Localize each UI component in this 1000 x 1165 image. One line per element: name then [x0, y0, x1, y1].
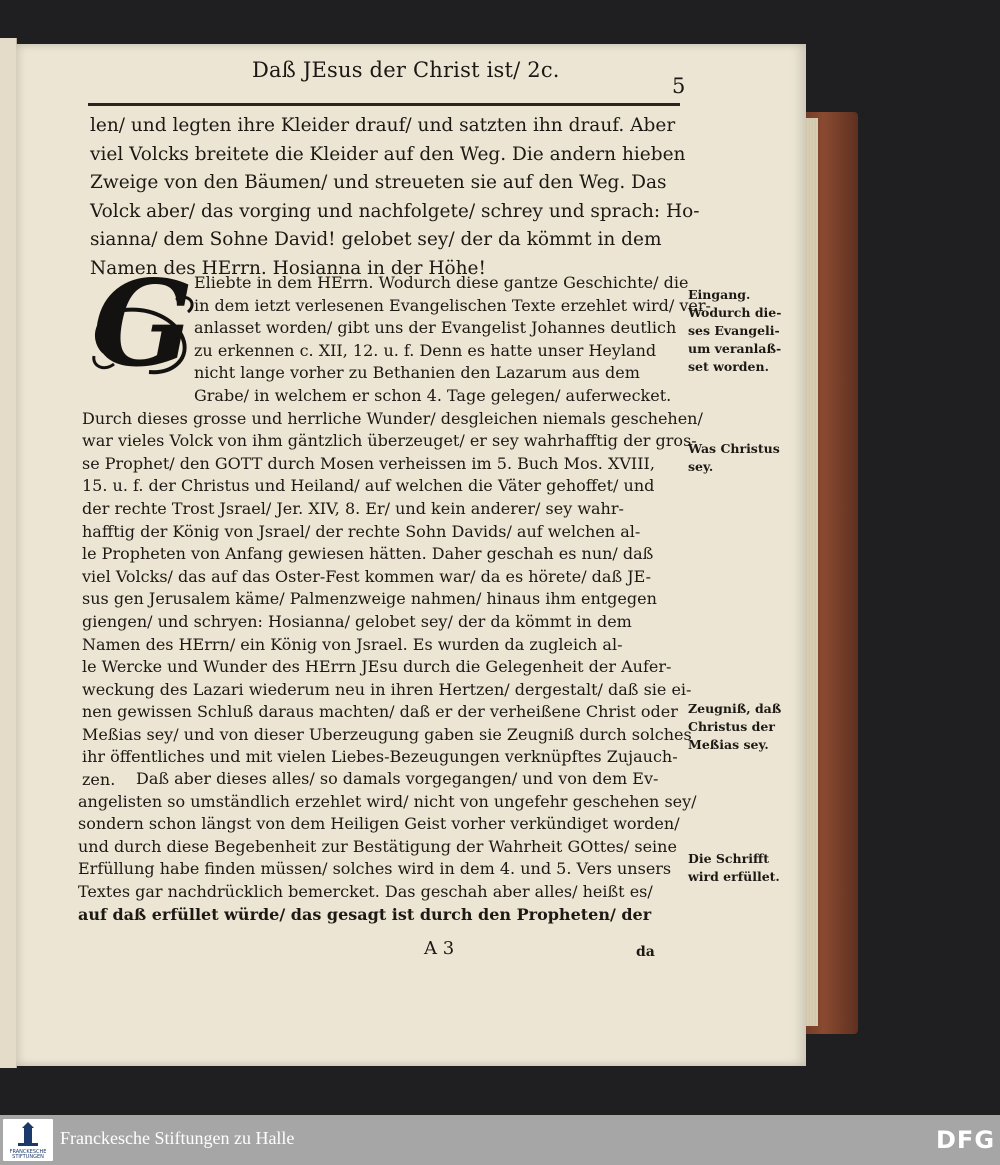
text-line: sondern schon längst von dem Heiligen Geist vorher verkündiget worden/ — [78, 814, 680, 834]
text-line: Erfüllung habe finden müssen/ solches wird in dem 4. und 5. Vers unsers — [78, 859, 672, 879]
closing-paragraph — [78, 768, 697, 926]
text-line: len/ und legten ihre Kleider drauf/ und satzten ihn drauf. Aber — [90, 115, 676, 136]
building-icon — [3, 1119, 53, 1149]
text-line: der rechte Trost Jsrael/ Jer. XIV, 8. Er/ und kein anderer/ sey wahr- — [82, 498, 624, 518]
margin-line: wird erfüllet. — [688, 869, 780, 884]
text-line: Eliebte in dem HErrn. Wodurch diese gantze Geschichte/ die — [194, 273, 689, 292]
text-line: Meßias sey/ und von dieser Uberzeugung gaben sie Zeugniß durch solches — [82, 724, 692, 744]
institution-logo[interactable] — [3, 1119, 53, 1161]
text-line: Zweige von den Bäumen/ und streueten sie auf den Weg. Das — [90, 172, 667, 193]
running-header: Daß JEsus der Christ ist/ 2c. — [252, 58, 560, 82]
text-line: zen. — [82, 770, 116, 790]
text-line: war vieles Volck von ihm gäntzlich überzeuget/ er sey wahrhafftig der gros- — [82, 431, 697, 451]
margin-line: Wodurch die- — [688, 305, 782, 320]
text-line: Namen des HErrn/ ein König von Jsrael. Es wurden da zugleich al- — [82, 634, 623, 654]
text-line: Textes gar nachdrücklich bemercket. Das geschah aber alles/ heißt es/ — [78, 881, 653, 901]
text-line: zu erkennen c. XII, 12. u. f. Denn es hatte unser Heyland — [194, 340, 657, 360]
margin-line: um veranlaß- — [688, 341, 782, 356]
margin-note-eingang — [688, 286, 798, 376]
margin-note-christus — [688, 440, 798, 476]
page-number: 5 — [672, 74, 686, 98]
text-line: giengen/ und schryen: Hosianna/ gelobet sey/ der da kömmt in dem — [82, 611, 632, 631]
text-line: ihr öffentliches und mit vielen Liebes-Bezeugungen verknüpftes Zujauch- — [82, 747, 678, 767]
margin-line: Was Christus — [688, 441, 780, 456]
printer-signature: A 3 — [424, 938, 455, 959]
dfg-logo[interactable]: DFG — [936, 1126, 996, 1154]
main-paragraph — [82, 272, 711, 792]
text-line: se Prophet/ den GOTT durch Mosen verheissen im 5. Buch Mos. XVIII, — [82, 453, 655, 473]
drop-cap: G — [92, 254, 194, 393]
text-line: sus gen Jerusalem käme/ Palmenzweige nahmen/ hinaus ihm entgegen — [82, 589, 657, 609]
text-line: viel Volcks breitete die Kleider auf den Weg. Die andern hieben — [90, 143, 686, 165]
text-line: viel Volcks/ das auf das Oster-Fest kommen war/ da es hörete/ daß JE- — [82, 566, 652, 586]
text-line: nicht lange vorher zu Bethanien den Lazarum aus dem — [194, 363, 640, 383]
text-line: le Wercke und Wunder des HErrn JEsu durch die Gelegenheit der Aufer- — [82, 657, 672, 677]
left-page-edge — [0, 38, 17, 1068]
text-line: sianna/ dem Sohne David! gelobet sey/ der da kömmt in dem — [90, 229, 662, 250]
text-line: anlasset worden/ gibt uns der Evangelist Johannes deutlich — [194, 318, 677, 338]
institution-name[interactable]: Franckesche Stiftungen zu Halle — [60, 1128, 295, 1148]
margin-line: Die Schrifft — [688, 851, 769, 866]
header-rule — [88, 103, 680, 106]
text-line: angelisten so umständlich erzehlet wird/ nicht von ungefehr geschehen sey/ — [78, 791, 697, 811]
margin-line: Eingang. — [688, 287, 751, 302]
catchword: da — [636, 944, 655, 960]
viewer-footer — [0, 1115, 1000, 1165]
margin-line: Meßias sey. — [688, 737, 769, 752]
margin-note-zeugniss — [688, 700, 798, 754]
text-line: hafftig der König von Jsrael/ der rechte Sohn Davids/ auf welchen al- — [82, 521, 641, 541]
margin-line: Christus der — [688, 719, 775, 734]
margin-note-schrifft — [688, 850, 798, 886]
margin-line: set worden. — [688, 359, 769, 374]
margin-line: Zeugniß, daß — [688, 701, 782, 716]
text-line: le Propheten von Anfang gewiesen hätten. Daher geschah es nun/ daß — [82, 544, 654, 564]
text-line: weckung des Lazari wiederum neu in ihren Hertzen/ dergestalt/ daß sie ei- — [82, 679, 692, 699]
text-line: Namen des HErrn. Hosianna in der Höhe! — [90, 257, 486, 279]
text-line: und durch diese Begebenheit zur Bestätigung der Wahrheit GOttes/ seine — [78, 836, 677, 856]
margin-line: ses Evangeli- — [688, 323, 780, 338]
text-line: Grabe/ in welchem er schon 4. Tage gelegen/ auferwecket. — [194, 385, 672, 405]
text-line: Daß aber dieses alles/ so damals vorgegangen/ und von dem Ev- — [136, 769, 659, 788]
text-line: Volck aber/ das vorging und nachfolgete/ schrey und sprach: Ho- — [90, 200, 700, 222]
text-line: 15. u. f. der Christus und Heiland/ auf welchen die Väter gehoffet/ und — [82, 476, 655, 496]
text-line: in dem ietzt verlesenen Evangelischen Texte erzehlet wird/ ver- — [194, 295, 711, 315]
text-line: auf daß erfüllet würde/ das gesagt ist durch den Propheten/ der — [78, 904, 652, 924]
text-line: Durch dieses grosse und herrliche Wunder/ desgleichen niemals geschehen/ — [82, 408, 703, 428]
text-line: nen gewissen Schluß daraus machten/ daß er der verheißene Christ oder — [82, 702, 678, 722]
margin-line: sey. — [688, 459, 714, 474]
logo-text: FRANCKESCHE STIFTUNGEN — [9, 1149, 47, 1160]
